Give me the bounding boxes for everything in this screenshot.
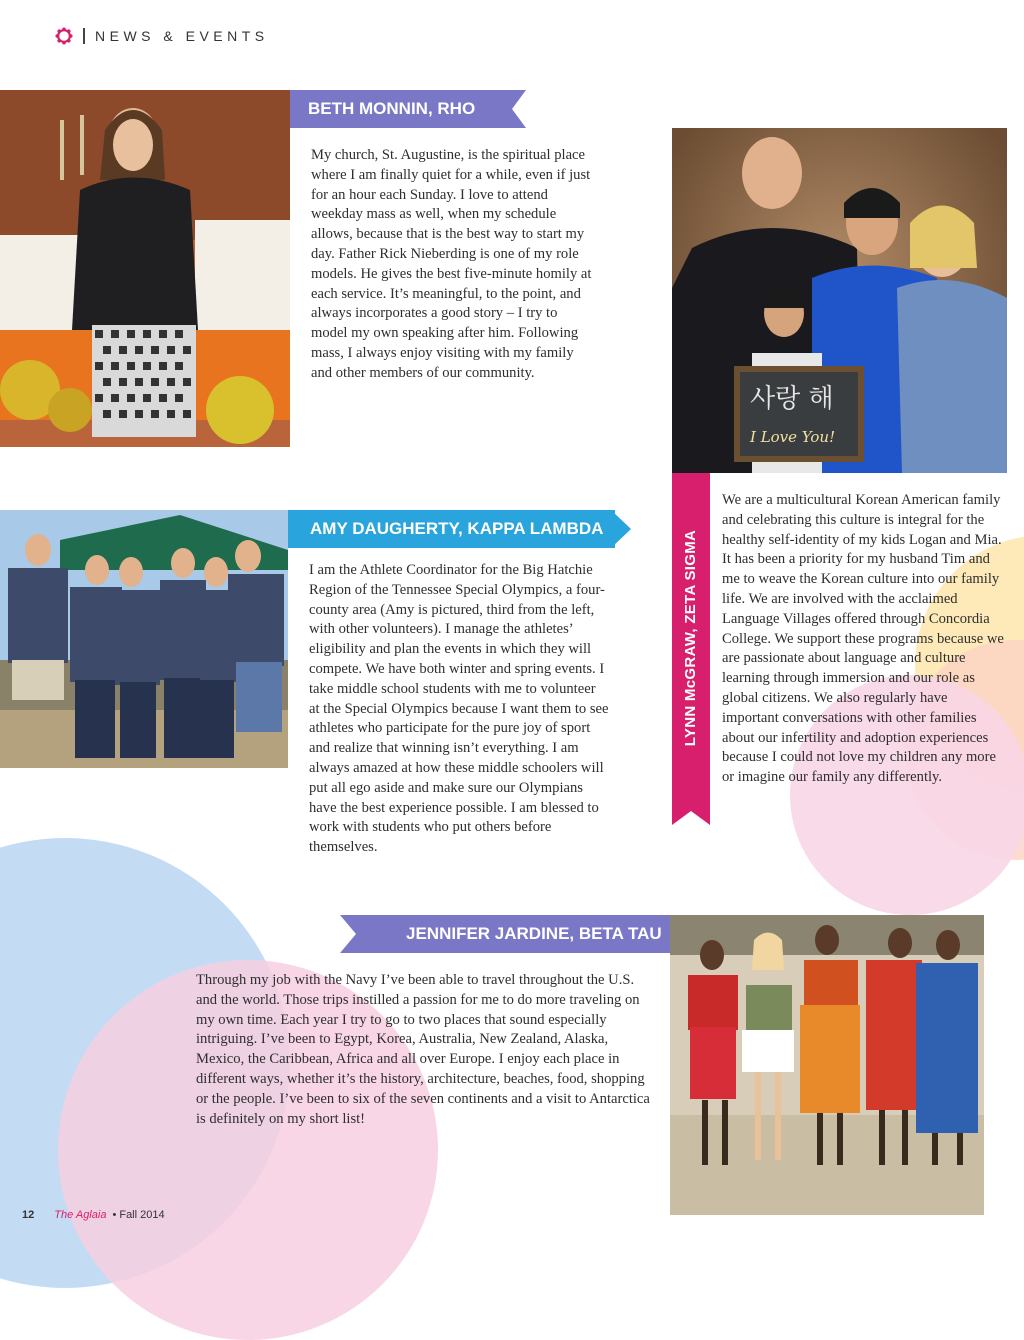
lynn-name: LYNN McGRAW, ZETA SIGMA <box>682 529 699 747</box>
chalkboard-korean: 사랑 해 <box>750 384 834 414</box>
beth-photo <box>0 90 290 447</box>
chalkboard-english: I Love You! <box>750 428 836 446</box>
section-header <box>55 26 269 46</box>
jennifer-photo <box>670 915 984 1215</box>
lynn-text: We are a multicultural Korean American family and celebrating this culture is integral for the healthy self-identity of my kids Logan and Mia. It has been a priority for my husband Tim and me to weave the Korean culture into our family life. We are involved with the acclaimed Language Villages offered through Concordia College. We support these programs because we are passionate about language and culture learning through immersion and our role as global citizens. We also regularly have important conversations with other families about our infertility and adoption experiences because I could not love my children any more or imagine our family any differently. <box>722 492 1004 786</box>
amy-name: AMY DAUGHERTY, KAPPA LAMBDA <box>310 519 604 538</box>
jennifer-name-banner <box>360 915 670 953</box>
issue-date: • Fall 2014 <box>112 1209 165 1221</box>
page-footer <box>22 1209 165 1221</box>
flower-icon <box>55 27 73 45</box>
jennifer-text: Through my job with the Navy I’ve been able to travel throughout the U.S. and the world. Those trips instilled a passion for me to do more traveling on my own time. Each year I try to go to two places that sound especially intriguing. I’ve been to Egypt, Korea, Australia, New Zealand, Alaska, Mexico, the Caribbean, Africa and all over Europe. I enjoy each place in different ways, whether it’s the history, architecture, beaches, food, shopping or the people. I’ve been to six of the seven continents and a visit to Antarctica is definitely on my short list! <box>196 972 650 1127</box>
header-divider <box>83 28 85 44</box>
beth-name: BETH MONNIN, RHO <box>308 99 476 118</box>
section-title: NEWS & EVENTS <box>95 28 269 44</box>
beth-banner-arrow <box>508 90 526 128</box>
page-number: 12 <box>22 1209 35 1221</box>
jennifer-name: JENNIFER JARDINE, BETA TAU <box>406 924 662 943</box>
amy-banner-arrow <box>611 510 631 548</box>
amy-text: I am the Athlete Coordinator for the Big Hatchie Region of the Tennessee Special Olympics, a four-county area (Amy is pictured, third from the left, with other volunteers). I manage the athletes’ eligibility and plan the events in which they will compete. We have both winter and spring events. I take middle school students with me to volunteer at the Special Olympics because I want them to see athletes who participate for the pure joy of sport and realize that winning isn’t everything. I am always amazed at how these middle schoolers will put all ego aside and make sure our Olympians have the best experience possible. I am blessed to work with students who put others before themselves. <box>309 562 609 856</box>
lynn-name-banner <box>672 473 710 803</box>
beth-text: My church, St. Augustine, is the spiritual place where I am finally quiet for a while, even if just for an hour each Sunday. I love to attend weekday mass as well, when my schedule allows, because that is the best way to start my day. Father Rick Nieberding is one of my role models. He gives the best five-minute homily at each service. It’s meaningful, to the point, and always incorporates a good story – I try to model my own speaking after him. Following mass, I always enjoy visiting with my family and other members of our community. <box>311 147 592 381</box>
lynn-photo <box>672 128 1007 473</box>
lynn-banner-tail <box>672 803 710 825</box>
jennifer-banner-arrow <box>340 915 362 953</box>
magazine-name: The Aglaia <box>54 1209 107 1221</box>
amy-photo <box>0 510 288 768</box>
beth-name-banner <box>290 90 508 128</box>
amy-name-banner <box>288 510 615 548</box>
